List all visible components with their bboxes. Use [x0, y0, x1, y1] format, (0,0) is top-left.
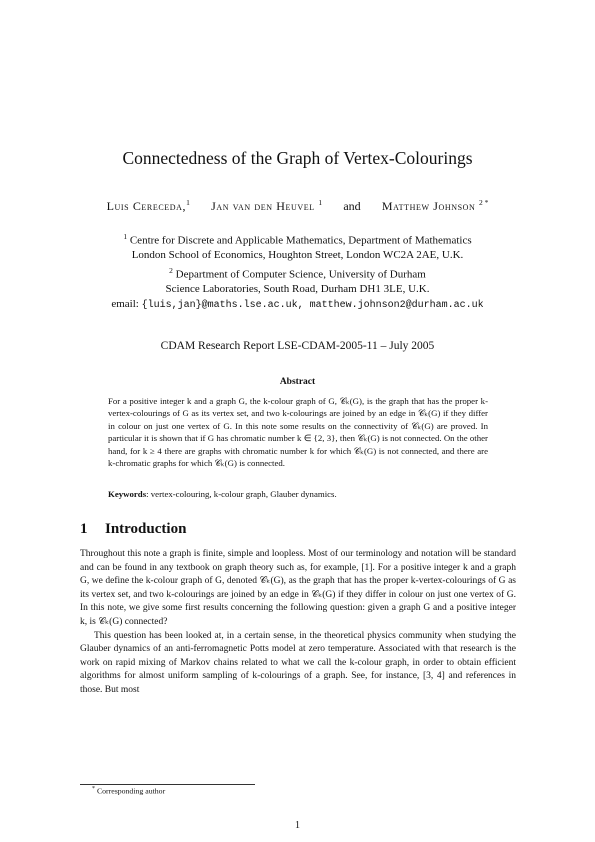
abstract-text: For a positive integer k and a graph G, the k-colour graph of G, 𝒞ₖ(G), is the graph that has the proper k-vertex-colourings of G as its vertex set, and two k-colourings are joined by an edge in 𝒞ₖ(G) if they differ in colour on just one vertex of G. In this note some results on the connectivity of 𝒞ₖ(G) are proved. In particular it is shown that if G has chromatic number k ∈ {2, 3}, then 𝒞ₖ(G) is not connected. On the other hand, for k ≥ 4 there are graphs with chromatic number k for which 𝒞ₖ(G) is not connected, and there are k-chromatic graphs for which 𝒞ₖ(G) is connected.	[108, 396, 488, 469]
keywords-label: Keywords	[108, 489, 147, 499]
affiliation-mark: 2	[169, 266, 173, 275]
author-list	[0, 198, 595, 214]
affiliation-line: London School of Economics, Houghton Street, London WC2A 2AE, U.K.	[131, 248, 464, 261]
footnote-text: Corresponding author	[96, 786, 166, 796]
author-name: Matthew Johnson	[381, 199, 476, 213]
email-addresses: {luis,jan}@maths.lse.ac.uk, matthew.johnson2@durham.ac.uk	[141, 300, 484, 311]
section-heading	[80, 521, 186, 538]
page-number: 1	[295, 820, 300, 831]
author-mark: 1	[186, 198, 190, 207]
keywords	[108, 489, 488, 499]
keywords-text: : vertex-colouring, k-colour graph, Glauber dynamics.	[146, 489, 337, 499]
affiliation-mark: 1	[123, 232, 128, 241]
footnote-rule	[80, 784, 255, 785]
footnote	[92, 786, 165, 796]
paragraph: Throughout this note a graph is finite, simple and loopless. Most of our terminology and notation will be standard and can be found in any textbook on graph theory such as, for example, [1]. For a positive integer k and a graph G, we define the k-colour graph of G, denoted 𝒞ₖ(G), as the graph that has the proper k-vertex-colourings of G as its vertex set, and two k-colourings are joined by an edge in 𝒞ₖ(G) if they differ in colour on just one vertex of G. In this note, we give some first results concerning the following question: given a graph G and a positive integer k, is 𝒞ₖ(G) connected?	[80, 549, 516, 627]
email-line	[0, 298, 595, 311]
report-number: CDAM Research Report LSE-CDAM-2005-11 – July 2005	[160, 340, 435, 352]
author-name: Luis Cereceda,	[106, 199, 187, 213]
email-label: email:	[111, 298, 139, 310]
section-number: 1	[80, 521, 88, 537]
section-title: Introduction	[105, 521, 187, 537]
abstract-heading: Abstract	[279, 377, 316, 387]
affiliation-line: Centre for Discrete and Applicable Mathematics, Department of Mathematics	[129, 234, 472, 247]
paragraph: This question has been looked at, in a certain sense, in the theoretical physics community when studying the Glauber dynamics of an anti-ferromagnetic Potts model at zero temperature. Associated with that research is the work on rapid mixing of Markov chains related to what we call the k-colour graph, in order to obtain efficient algorithms for almost uniform sampling of k-colourings of a graph. See, for instance, [3, 4] and references in those. But most	[80, 630, 516, 695]
paper-title: Connectedness of the Graph of Vertex-Colourings	[122, 148, 473, 168]
author-name: Jan van den Heuvel	[211, 199, 315, 213]
affiliation-line: Science Laboratories, South Road, Durham DH1 3LE, U.K.	[165, 282, 430, 295]
affiliation	[0, 230, 595, 262]
affiliation	[0, 264, 595, 296]
footnote-mark: *	[92, 786, 95, 792]
body-text	[80, 548, 516, 698]
author-mark: 1	[318, 198, 323, 207]
author-mark: 2 *	[479, 198, 489, 207]
authors-and: and	[343, 199, 361, 213]
affiliation-line: Department of Computer Science, University of Durham	[175, 268, 426, 281]
